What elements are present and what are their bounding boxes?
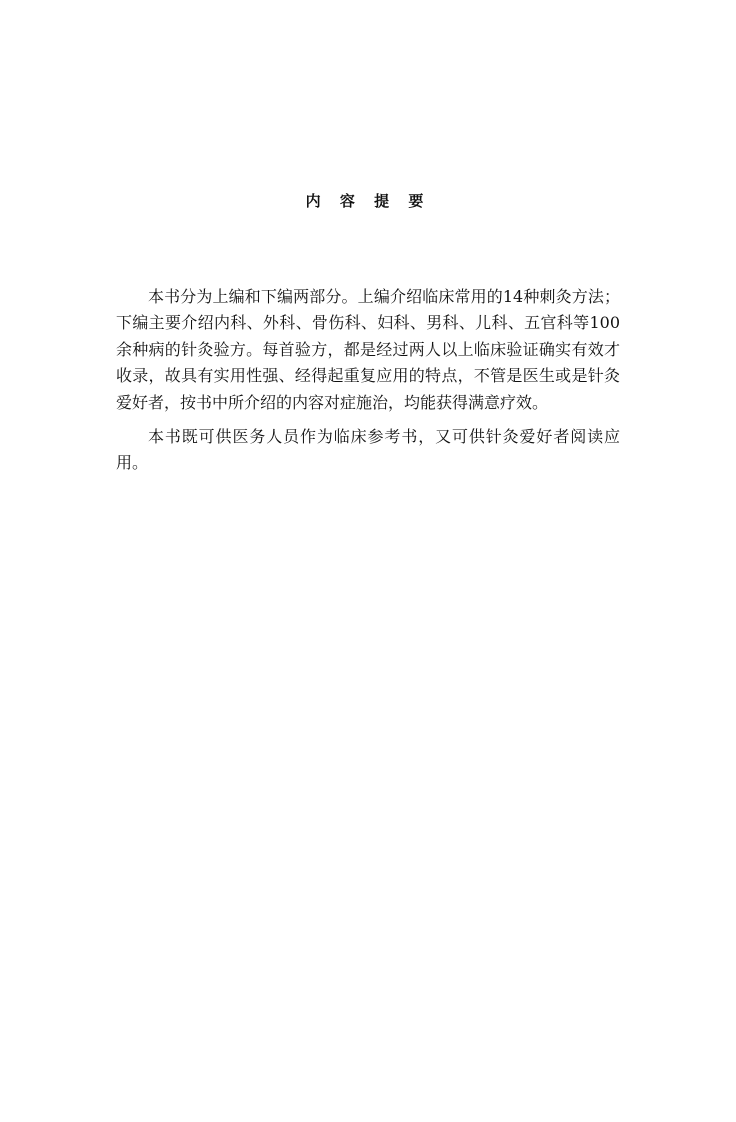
paragraph-1: 本书分为上编和下编两部分。上编介绍临床常用的14种刺灸方法；下编主要介绍内科、外科、骨伤科、妇科、男科、儿科、五官科等100余种病的针灸验方。每首验方，都是经过两人以上临床验证确实有效才收录，故具有实用性强、经得起重复应用的特点，不管是医生或是针灸爱好者，按书中所介绍的内容对症施治，均能获得满意疗效。 [116,287,620,412]
page-heading: 内 容 提 要 [305,192,431,210]
paragraph-2: 本书既可供医务人员作为临床参考书，又可供针灸爱好者阅读应用。 [116,427,620,473]
body-text [116,284,620,477]
